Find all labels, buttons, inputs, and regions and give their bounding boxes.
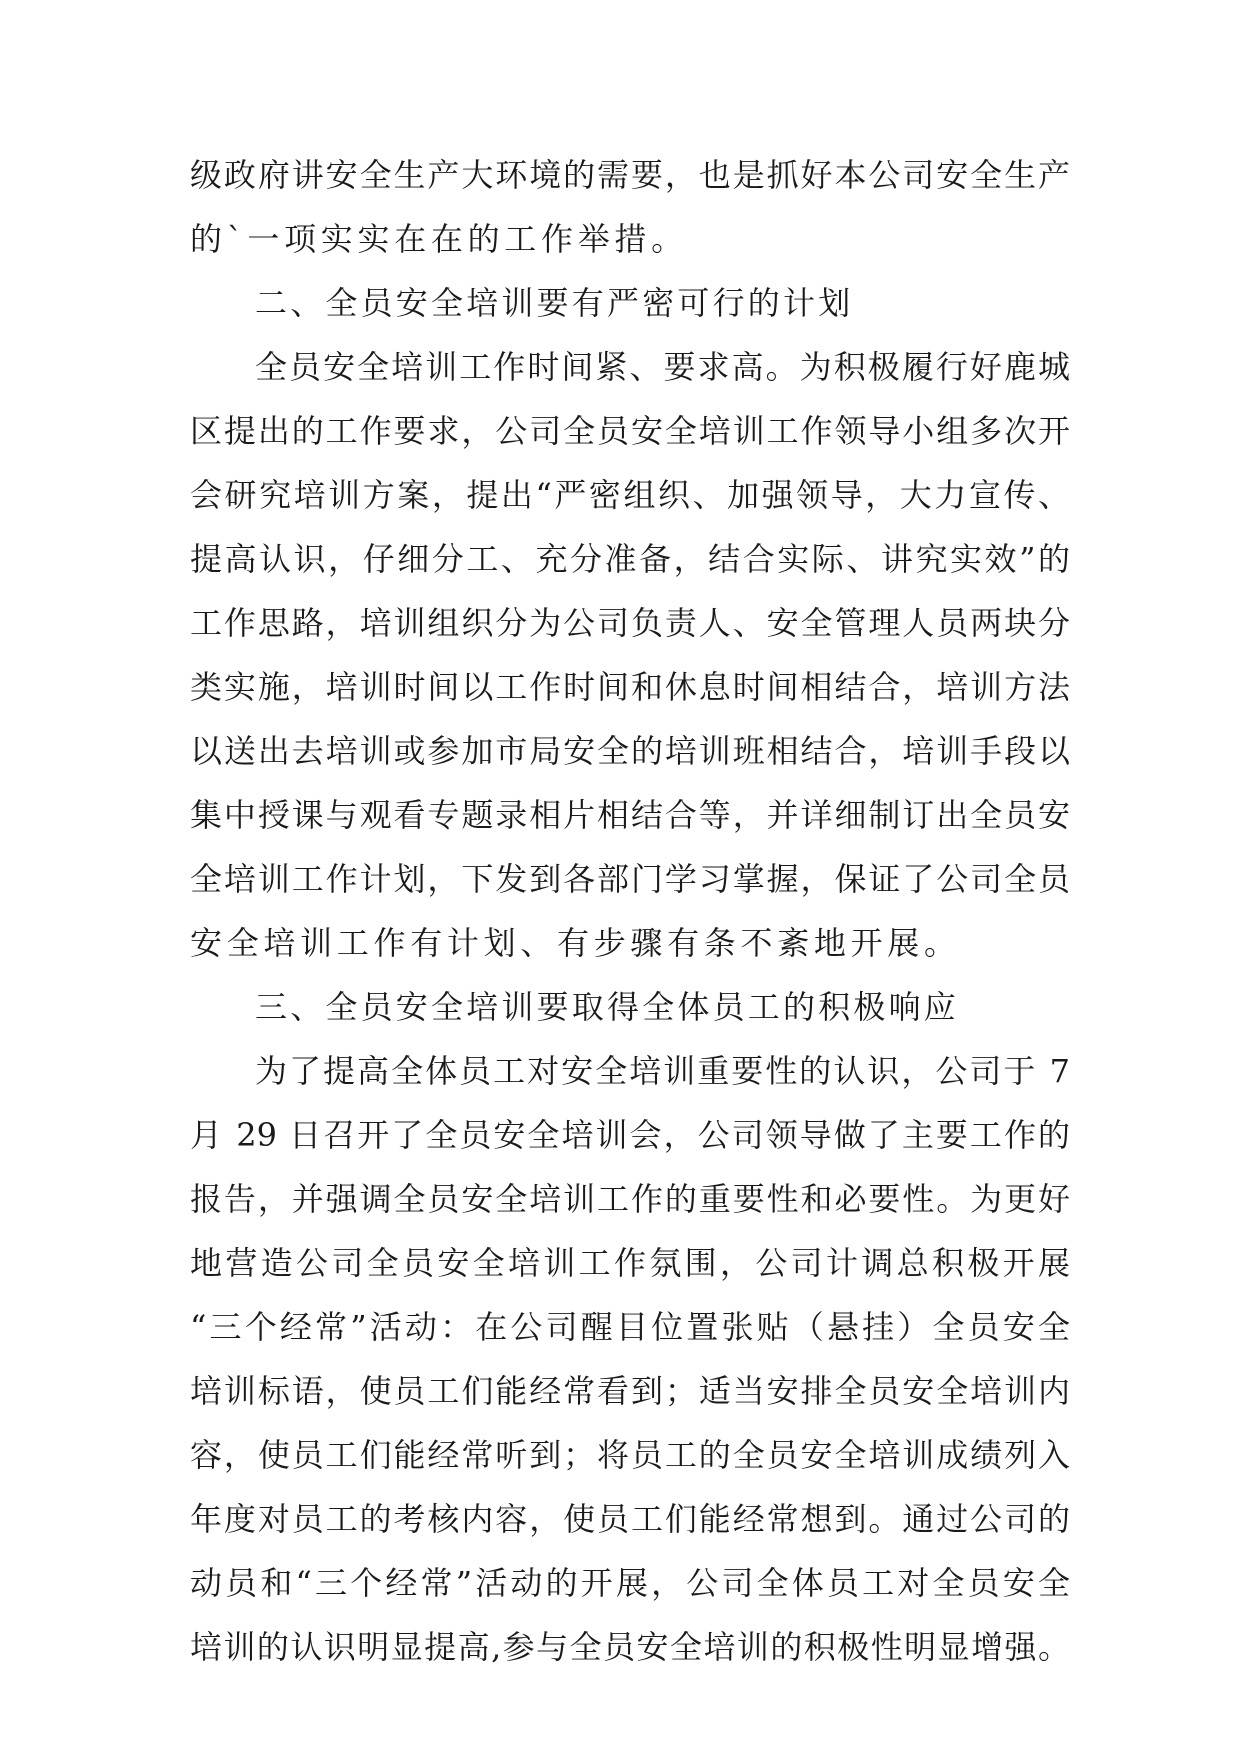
paragraph-line-9: 类实施，培训时间以工作时间和休息时间相结合，培训方法 <box>190 668 1070 706</box>
paragraph-line-12: 全培训工作计划，下发到各部门学习掌握，保证了公司全员 <box>190 860 1070 898</box>
paragraph-line-24: 培训的认识明显提高,参与全员安全培训的积极性明显增强。 <box>190 1628 1070 1666</box>
paragraph-line-1: 级政府讲安全生产大环境的需要，也是抓好本公司安全生产 <box>190 156 1070 194</box>
paragraph-line-4: 全员安全培训工作时间紧、要求高。为积极履行好鹿城 <box>255 348 1070 386</box>
paragraph-line-15: 为了提高全体员工对安全培训重要性的认识，公司于 7 <box>255 1052 1070 1090</box>
paragraph-line-17: 报告，并强调全员安全培训工作的重要性和必要性。为更好 <box>190 1180 1070 1218</box>
paragraph-line-7: 提高认识，仔细分工、充分准备，结合实际、讲究实效”的 <box>190 540 1070 578</box>
section-heading-3: 三、全员安全培训要取得全体员工的积极响应 <box>255 988 960 1026</box>
paragraph-line-5: 区提出的工作要求，公司全员安全培训工作领导小组多次开 <box>190 412 1070 450</box>
paragraph-line-20: 培训标语，使员工们能经常看到；适当安排全员安全培训内 <box>190 1372 1070 1410</box>
paragraph-line-18: 地营造公司全员安全培训工作氛围，公司计调总积极开展 <box>190 1244 1070 1282</box>
section-heading-2: 二、全员安全培训要有严密可行的计划 <box>255 284 854 322</box>
paragraph-line-22: 年度对员工的考核内容，使员工们能经常想到。通过公司的 <box>190 1500 1070 1538</box>
paragraph-line-23: 动员和“三个经常”活动的开展，公司全体员工对全员安全 <box>190 1564 1070 1602</box>
paragraph-line-6: 会研究培训方案，提出“严密组织、加强领导，大力宣传、 <box>190 476 1070 514</box>
paragraph-line-8: 工作思路，培训组织分为公司负责人、安全管理人员两块分 <box>190 604 1070 642</box>
paragraph-line-11: 集中授课与观看专题录相片相结合等，并详细制订出全员安 <box>190 796 1070 834</box>
paragraph-line-2: 的`一项实实在在的工作举措。 <box>190 220 688 258</box>
paragraph-line-10: 以送出去培训或参加市局安全的培训班相结合，培训手段以 <box>190 732 1070 770</box>
paragraph-line-16: 月 29 日召开了全员安全培训会，公司领导做了主要工作的 <box>190 1116 1070 1154</box>
paragraph-line-19: “三个经常”活动：在公司醒目位置张贴（悬挂）全员安全 <box>190 1308 1070 1346</box>
paragraph-line-13: 安全培训工作有计划、有步骤有条不紊地开展。 <box>190 924 961 962</box>
paragraph-line-21: 容，使员工们能经常听到；将员工的全员安全培训成绩列入 <box>190 1436 1070 1474</box>
